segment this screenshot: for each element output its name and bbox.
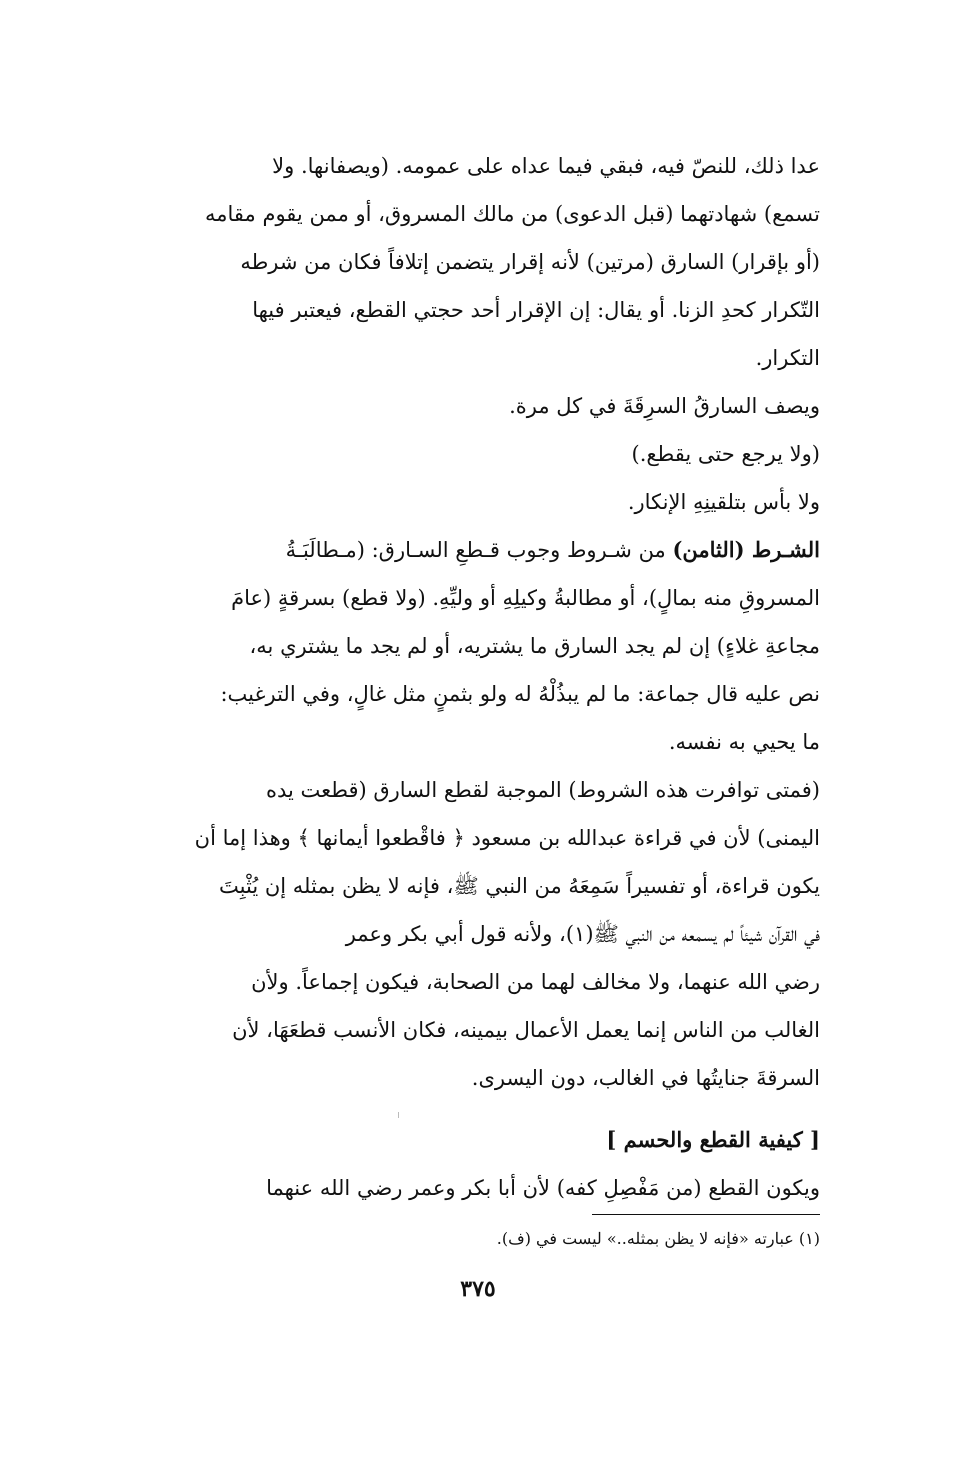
text-line: ما يحيي به نفسه. xyxy=(668,730,820,754)
text-line: ويصف السارقُ السرِقَةَ في كل مرة. xyxy=(509,394,820,418)
text-line: ولا بأس بتلقينِهِ الإنكار. xyxy=(627,490,820,514)
text-line: مجاعةِ غلاءٍ) إن لم يجد السارق ما يشتريه، أو لم يجد ما يشتري به، xyxy=(249,634,820,658)
paragraph-1 xyxy=(160,142,820,382)
text-line xyxy=(160,526,820,574)
condition-label: الشـرط (الثامن) xyxy=(672,537,820,562)
line-prompting-denial xyxy=(420,478,820,526)
paragraph-6 xyxy=(160,766,820,1102)
text-line: تسمع) شهادتهما (قبل الدعوى) من مالك المسروق، أو ممن يقوم مقامه xyxy=(205,202,820,226)
text-line: المسروقِ منه بمالٍ)، أو مطالبةُ وكيلِهِ أو وليِّهِ. (ولا قطع) بسرقةٍ (عامَ xyxy=(231,586,820,610)
text-line: ويكون القطع (من مَفْصِلِ كفه) لأن أبا بكر وعمر رضي الله عنهما xyxy=(266,1176,820,1200)
text-line: عدا ذلك، للنصّ فيه، فبقي فيما عداه على عمومه. (ويصفانها. ولا xyxy=(272,154,820,178)
text-line: نص عليه قال جماعة: ما لم يبذُلْهُ له ولو بثمنٍ مثل غالٍ، وفي الترغيب: xyxy=(220,682,820,706)
text-line: رضي الله عنهما، ولا مخالف لهما من الصحابة، فيكون إجماعاً. ولأن xyxy=(251,970,820,994)
text-line: (ولا يرجع حتى يقطع.) xyxy=(631,442,820,466)
text-line: التكرار. xyxy=(755,346,820,370)
text-line: السرقةَ جنايتُها في الغالب، دون اليسرى. xyxy=(471,1066,820,1090)
page-number: ٣٧٥ xyxy=(460,1276,496,1302)
text-line: الغالب من الناس إنما يعمل الأعمال بيمينه، فكان الأنسب قطعَهَا، لأن xyxy=(232,1018,820,1042)
text-line: (أو بإقرار) السارق (مرتين) لأنه إقرار يتضمن إتلافاً فكان من شرطه xyxy=(240,250,820,274)
condition-text: من شـروط وجوب قـطعِ السـارق: (مـطالَبَـةُ xyxy=(285,538,673,562)
text-line: في القرآن شيئاً لم يسمعه من النبي ﷺ(١)، ولأنه قول أبي بكر وعمر xyxy=(345,922,820,946)
footnote: (١) عبارته «فإنه لا يظن بمثله..» ليست في (ف). xyxy=(496,1229,820,1248)
text-line: اليمنى) لأن في قراءة عبدالله بن مسعود ﴿ فاقْطعوا أيمانها ﴾ وهذا إما أن xyxy=(194,826,820,850)
text-line: التّكرار كحدِ الزنا. أو يقال: إن الإقرار أحد حجتي القطع، فيعتبر فيها xyxy=(252,298,820,322)
paragraph-eighth-condition xyxy=(160,526,820,766)
section-heading: [ كيفية القطع والحسم ] xyxy=(606,1127,820,1152)
footnote-divider xyxy=(592,1214,820,1215)
line-no-retraction xyxy=(420,430,820,478)
line-describe-theft xyxy=(420,382,820,430)
text-line: يكون قراءة، أو تفسيراً سَمِعَهُ من النبي ﷺ، فإنه لا يظن بمثله إن يُثْبِتَ xyxy=(219,874,820,898)
text-line: (فمتى توافرت هذه الشروط) الموجبة لقطع السارق (قطعت يده xyxy=(265,778,820,802)
